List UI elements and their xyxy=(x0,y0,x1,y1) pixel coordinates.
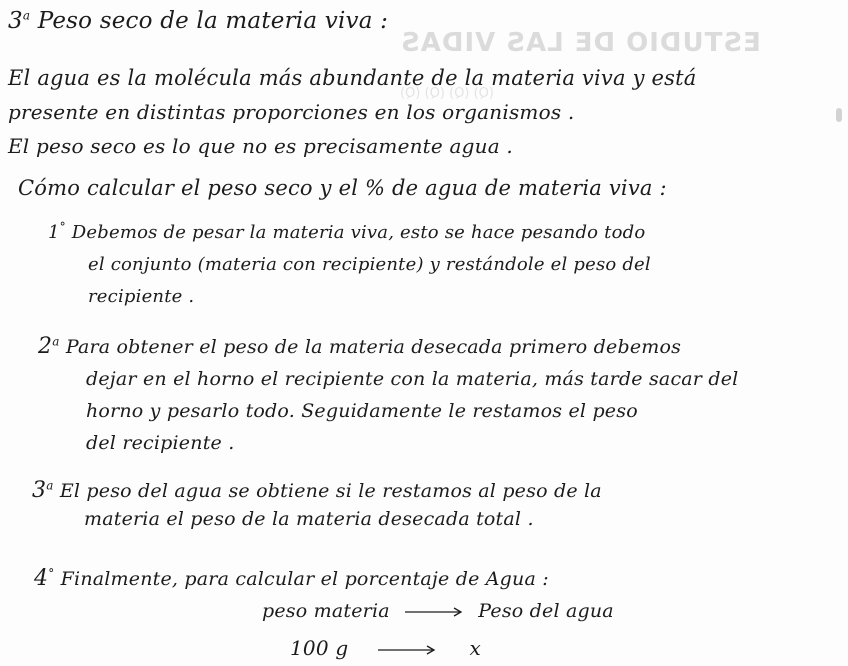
heading-number: 3 xyxy=(8,8,23,34)
step-2-line-4: del recipiente . xyxy=(86,432,235,454)
proportion-right-bottom: x xyxy=(469,636,481,660)
step-2-number-sup: a xyxy=(52,334,60,349)
bleed-through-subtext: (Q) (Q) (Q) (Q) xyxy=(400,86,494,101)
proportion-row-1 xyxy=(262,600,614,622)
step-2-line-2: dejar en el horno el recipiente con la materia, más tarde sacar del xyxy=(86,368,739,390)
right-arrow-icon xyxy=(367,645,447,655)
how-to-heading: Cómo calcular el peso seco y el % de agua de materia viva : xyxy=(18,176,667,200)
proportion-left-top: peso materia xyxy=(262,600,390,622)
step-1-line-1 xyxy=(48,220,645,243)
intro-line-1: El agua es la molécula más abundante de la materia viva y está xyxy=(8,66,697,90)
proportion-right-top: Peso del agua xyxy=(478,600,614,622)
step-1-number-sup: ° xyxy=(59,220,66,234)
step-1-line-3: recipiente . xyxy=(88,286,195,307)
step-3-text: El peso del agua se obtiene si le restamos al peso de la xyxy=(59,480,602,502)
step-1-text: Debemos de pesar la materia viva, esto se hace pesando todo xyxy=(71,222,646,243)
section-heading xyxy=(8,8,388,34)
step-4-line-1 xyxy=(34,566,549,591)
step-1-number: 1 xyxy=(48,222,60,243)
paper-speck xyxy=(836,108,842,122)
intro-line-2: presente en distintas proporciones en los organismos . xyxy=(8,100,575,124)
step-1-line-2: el conjunto (materia con recipiente) y restándole el peso del xyxy=(88,254,651,275)
heading-text: Peso seco de la materia viva : xyxy=(37,8,389,34)
step-2-text: Para obtener el peso de la materia desecada primero debemos xyxy=(65,336,682,358)
step-2-line-1 xyxy=(38,334,681,359)
step-3-line-2: materia el peso de la materia desecada total . xyxy=(84,508,534,530)
proportion-left-bottom: 100 g xyxy=(290,636,349,660)
intro-line-3: El peso seco es lo que no es precisamente agua . xyxy=(8,134,513,158)
step-3-number: 3 xyxy=(32,478,47,503)
step-3-line-1 xyxy=(32,478,602,503)
right-arrow-icon xyxy=(404,607,464,617)
proportion-row-2 xyxy=(290,636,481,660)
step-4-number: 4 xyxy=(34,566,49,591)
step-2-line-3: horno y pesarlo todo. Seguidamente le restamos el peso xyxy=(86,400,638,422)
step-2-number: 2 xyxy=(38,334,53,359)
step-4-text: Finalmente, para calcular el porcentaje de Agua : xyxy=(60,568,549,590)
step-3-number-sup: a xyxy=(46,478,54,493)
heading-number-sup: a xyxy=(22,8,31,23)
bleed-through-text: ESTUDIO DE LAS VIDAS xyxy=(400,28,761,58)
step-4-number-sup: ° xyxy=(48,566,55,581)
